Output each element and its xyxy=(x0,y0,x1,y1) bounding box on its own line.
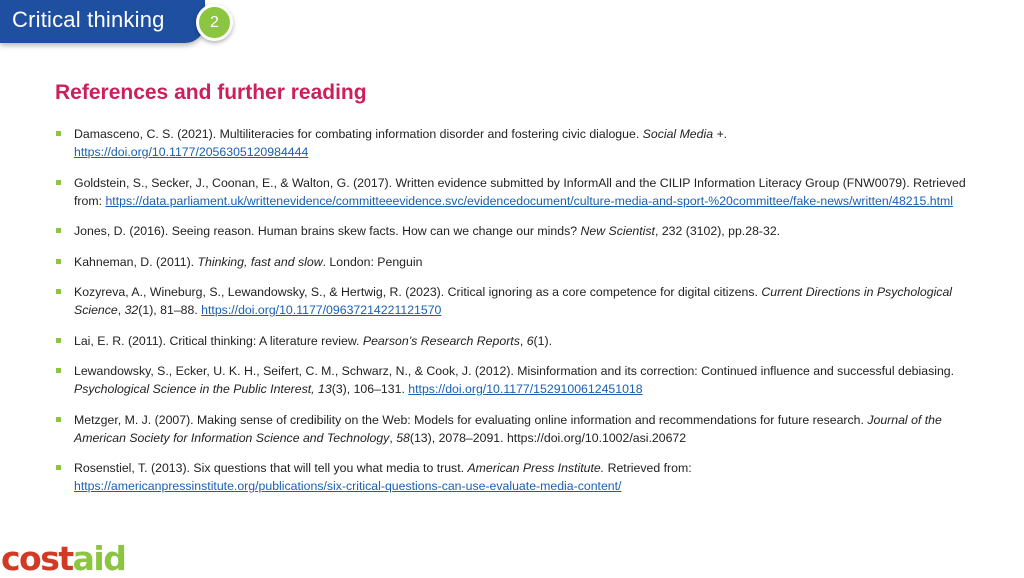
slide-number-badge: 2 xyxy=(196,4,233,41)
reference-text: , xyxy=(519,333,527,348)
reference-volume: 58 xyxy=(396,430,410,445)
bullet-icon xyxy=(56,289,61,294)
costaid-logo xyxy=(1,541,125,577)
reference-link[interactable]: https://doi.org/10.1177/1529100612451018 xyxy=(408,382,643,396)
reference-item xyxy=(55,174,980,210)
bullet-icon xyxy=(56,417,61,422)
presentation-title: Critical thinking xyxy=(12,7,165,32)
bullet-icon xyxy=(56,228,61,233)
reference-volume: 32 xyxy=(124,303,139,317)
reference-item xyxy=(55,222,980,240)
reference-text: . London: Penguin xyxy=(322,254,423,269)
logo-part-aid: aid xyxy=(72,539,126,578)
reference-journal: American Press Institute. xyxy=(467,461,605,475)
reference-link[interactable]: https://doi.org/10.1177/09637214221121570 xyxy=(201,303,442,317)
reference-text: Kahneman, D. (2011). xyxy=(74,254,198,269)
reference-text: Goldstein, S., Secker, J., Coonan, E., & Walton, G. (2017). Written evidence submitted by InformAll and the CILIP Information Literacy Group (FNW0079). Retrieved from: xyxy=(74,175,966,208)
reference-list xyxy=(55,125,980,508)
reference-journal: Journal of the American Society for Information Science and Technology xyxy=(74,412,942,445)
reference-text: Jones, D. (2016). Seeing reason. Human brains skew facts. How can we change our minds? xyxy=(74,224,581,238)
reference-item xyxy=(55,411,980,447)
bullet-icon xyxy=(56,338,61,343)
reference-text: (3), 106–131. xyxy=(331,382,409,396)
reference-journal: Thinking, fast and slow xyxy=(197,254,323,269)
bullet-icon xyxy=(56,131,61,136)
reference-text: Metzger, M. J. (2007). Making sense of credibility on the Web: Models for evaluating online information and recommendations for future research. xyxy=(74,412,868,427)
reference-item xyxy=(55,125,980,161)
reference-journal: New Scientist xyxy=(580,224,655,238)
reference-link[interactable]: https://data.parliament.uk/writtenevidence/committeeevidence.svc/evidencedocument/culture-media-and-sport-%20committee/fake-news/written/48215.html xyxy=(105,193,953,208)
reference-volume: 13 xyxy=(318,382,332,396)
reference-text: Rosenstiel, T. (2013). Six questions that will tell you what media to trust. xyxy=(74,461,468,475)
section-heading: References and further reading xyxy=(55,81,367,104)
reference-journal: Pearson’s Research Reports xyxy=(362,333,520,348)
reference-text: (1). xyxy=(533,333,552,348)
reference-item xyxy=(55,459,980,495)
reference-item xyxy=(55,332,980,350)
reference-text: Damasceno, C. S. (2021). Multiliteracies for combating information disorder and fostering civic dialogue. xyxy=(74,127,643,141)
reference-journal: Social Media + xyxy=(642,127,724,141)
reference-text: Lai, E. R. (2011). Critical thinking: A literature review. xyxy=(74,333,363,348)
reference-text: Kozyreva, A., Wineburg, S., Lewandowsky, S., & Hertwig, R. (2023). Critical ignoring as a core competence for digital citizens. xyxy=(74,285,762,299)
reference-link[interactable]: https://doi.org/10.1177/2056305120984444 xyxy=(74,145,309,159)
reference-item xyxy=(55,283,980,319)
reference-volume: 6 xyxy=(526,333,534,348)
reference-text: Lewandowsky, S., Ecker, U. K. H., Seifert, C. M., Schwarz, N., & Cook, J. (2012). Misinformation and its correction: Continued influence and successful debiasing. xyxy=(74,364,955,378)
reference-text: (13), 2078–2091. xyxy=(409,430,507,445)
reference-link[interactable]: https://americanpressinstitute.org/publications/six-critical-questions-can-use-evaluate-media-content/ xyxy=(74,479,622,493)
bullet-icon xyxy=(56,259,61,264)
reference-text: Retrieved from: xyxy=(604,461,692,475)
reference-text: , xyxy=(389,430,397,445)
header-tab xyxy=(0,0,205,43)
reference-text: , xyxy=(117,303,125,317)
reference-doi-text: https://doi.org/10.1002/asi.20672 xyxy=(506,430,687,445)
bullet-icon xyxy=(56,180,61,185)
logo-part-cost: cost xyxy=(1,539,73,578)
bullet-icon xyxy=(56,465,61,470)
reference-item xyxy=(55,362,980,398)
reference-item xyxy=(55,253,980,271)
reference-text: (1), 81–88. xyxy=(138,303,202,317)
reference-journal: Current Directions in Psychological Science xyxy=(74,285,953,317)
reference-journal: Psychological Science in the Public Interest, xyxy=(74,382,315,396)
bullet-icon xyxy=(56,368,61,373)
reference-text: . xyxy=(723,127,728,141)
reference-text: , 232 (3102), pp.28-32. xyxy=(654,224,781,238)
